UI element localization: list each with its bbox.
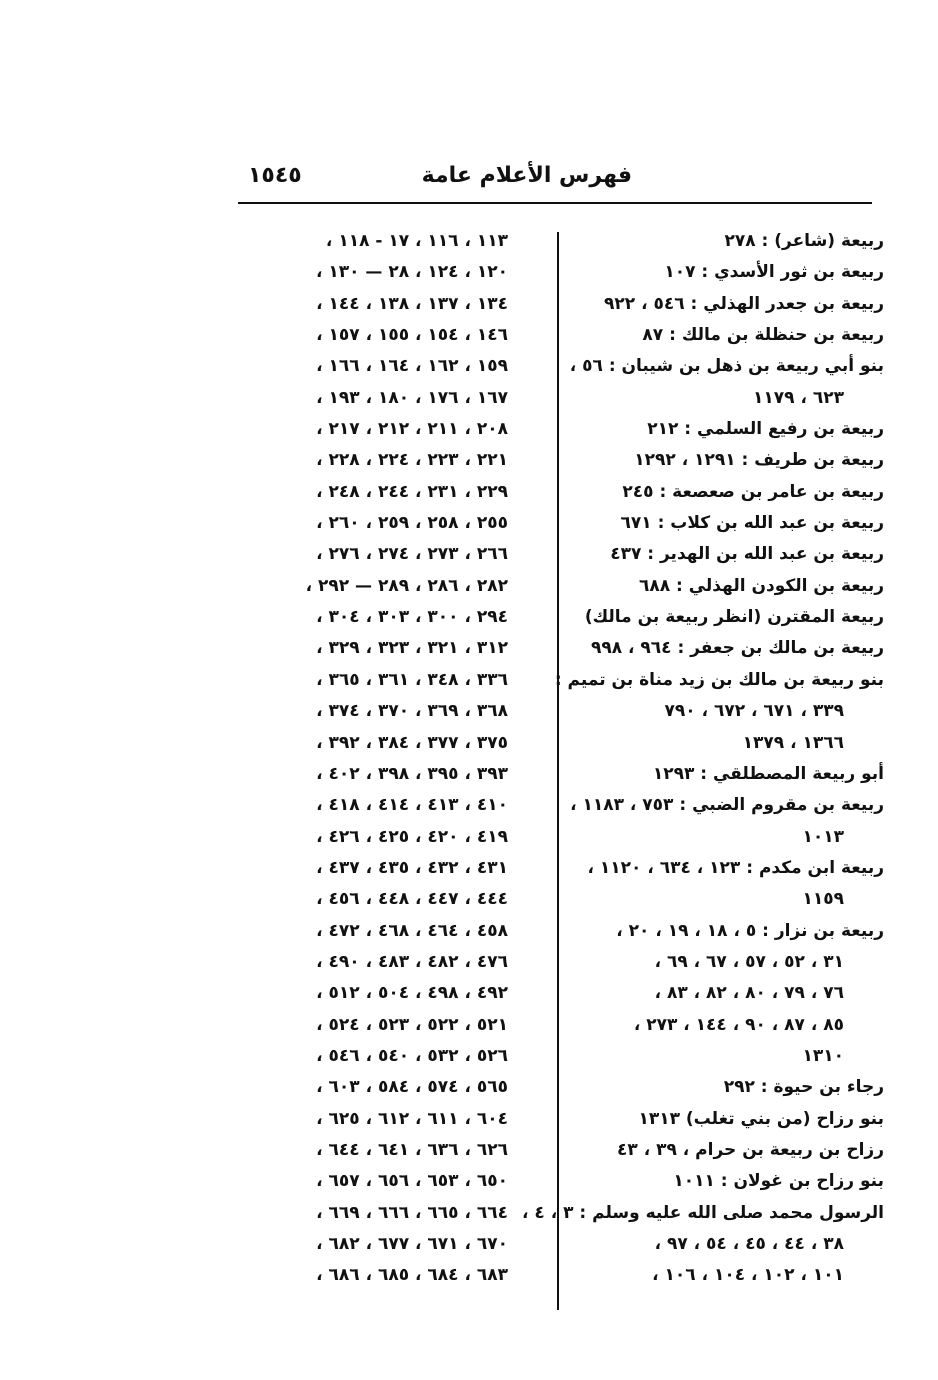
index-entry-continuation: ١٠١٣ <box>802 826 844 847</box>
index-entry: بنو رزاح (من بني تغلب) ١٣١٣ <box>638 1108 884 1129</box>
index-entry: ربيعة بن جعدر الهذلي : ٥٤٦ ، ٩٢٢ <box>604 293 884 314</box>
index-entry: ربيعة بن عبد الله بن كلاب : ٦٧١ <box>620 513 884 534</box>
index-entry: ربيعة بن عامر بن صعصعة : ٢٤٥ <box>622 481 884 502</box>
page-reference-line: ٣٧٥ ، ٣٧٧ ، ٣٨٤ ، ٣٩٢ ، <box>316 732 508 753</box>
page-reference-line: ٤٥٨ ، ٤٦٤ ، ٤٦٨ ، ٤٧٢ ، <box>316 920 508 941</box>
page-reference-line: ١٢٠ ، ١٢٤ ، ٢٨ — ١٣٠ ، <box>315 262 508 283</box>
index-entry: ربيعة بن مالك بن جعفر : ٩٦٤ ، ٩٩٨ <box>590 638 884 659</box>
index-entry-continuation: ٣٣٩ ، ٦٧١ ، ٦٧٢ ، ٧٩٠ <box>664 701 844 722</box>
index-entry: ربيعة بن عبد الله بن الهدير : ٤٣٧ <box>610 544 884 565</box>
page-reference-line: ٢٩٤ ، ٣٠٠ ، ٣٠٣ ، ٣٠٤ ، <box>316 607 508 628</box>
index-entry: رزاح بن ربيعة بن حرام ، ٣٩ ، ٤٣ <box>617 1139 884 1160</box>
index-entry: ربيعة بن الكودن الهذلي : ٦٨٨ <box>638 575 884 596</box>
page-title: فهرس الأعلام عامة <box>421 163 632 188</box>
page-reference-line: ٤١٠ ، ٤١٣ ، ٤١٤ ، ٤١٨ ، <box>316 795 508 816</box>
page-reference-line: ٢٨٢ ، ٢٨٦ ، ٢٨٩ — ٢٩٢ ، <box>305 575 508 596</box>
page-reference-line: ٢٦٦ ، ٢٧٣ ، ٢٧٤ ، ٢٧٦ ، <box>316 544 508 565</box>
page-reference-line: ٦٨٣ ، ٦٨٤ ، ٦٨٥ ، ٦٨٦ ، <box>316 1265 508 1286</box>
page-reference-line: ٣٦٨ ، ٣٦٩ ، ٣٧٠ ، ٣٧٤ ، <box>316 701 508 722</box>
index-entry: أبو ربيعة المصطلقي : ١٢٩٣ <box>652 763 884 784</box>
page-reference-line: ٤٣١ ، ٤٣٢ ، ٤٣٥ ، ٤٣٧ ، <box>316 857 508 878</box>
page-reference-line: ٦٠٤ ، ٦١١ ، ٦١٢ ، ٦٢٥ ، <box>316 1108 508 1129</box>
page-reference-line: ١٤٦ ، ١٥٤ ، ١٥٥ ، ١٥٧ ، <box>316 325 508 346</box>
column-divider <box>557 232 559 1310</box>
page-reference-line: ٣١٢ ، ٣٢١ ، ٣٢٣ ، ٣٢٩ ، <box>316 638 508 659</box>
page-reference-line: ٥٦٥ ، ٥٧٤ ، ٥٨٤ ، ٦٠٣ ، <box>316 1077 508 1098</box>
page-reference-line: ١٦٧ ، ١٧٦ ، ١٨٠ ، ١٩٣ ، <box>316 387 508 408</box>
page-reference-line: ٣٣٦ ، ٣٤٨ ، ٣٦١ ، ٣٦٥ ، <box>316 669 508 690</box>
page-reference-line: ٤٧٦ ، ٤٨٢ ، ٤٨٣ ، ٤٩٠ ، <box>316 951 508 972</box>
index-entry-continuation: ٨٥ ، ٨٧ ، ٩٠ ، ١٤٤ ، ٢٧٣ ، <box>633 1014 844 1035</box>
page-reference-line: ٥٢٦ ، ٥٣٢ ، ٥٤٠ ، ٥٤٦ ، <box>316 1045 508 1066</box>
index-entry: ربيعة بن نزار : ٥ ، ١٨ ، ١٩ ، ٢٠ ، <box>616 920 884 941</box>
index-entry-continuation: ١٣٦٦ ، ١٣٧٩ <box>742 732 844 753</box>
page-reference-line: ٤٩٢ ، ٤٩٨ ، ٥٠٤ ، ٥١٢ ، <box>316 983 508 1004</box>
page-reference-line: ٢٥٥ ، ٢٥٨ ، ٢٥٩ ، ٢٦٠ ، <box>316 513 508 534</box>
page-reference-line: ١٥٩ ، ١٦٢ ، ١٦٤ ، ١٦٦ ، <box>316 356 508 377</box>
right-column <box>522 226 884 1292</box>
page-reference-line: ٦٥٠ ، ٦٥٣ ، ٦٥٦ ، ٦٥٧ ، <box>316 1171 508 1192</box>
page-reference-line: ٦٦٤ ، ٦٦٥ ، ٦٦٦ ، ٦٦٩ ، <box>316 1202 508 1223</box>
index-entry: ربيعة بن مقروم الضبي : ٧٥٣ ، ١١٨٣ ، <box>570 795 884 816</box>
index-entry-continuation: ١١٥٩ <box>802 889 844 910</box>
page-reference-line: ٣٩٣ ، ٣٩٥ ، ٣٩٨ ، ٤٠٢ ، <box>316 763 508 784</box>
page-reference-line: ٤١٩ ، ٤٢٠ ، ٤٢٥ ، ٤٢٦ ، <box>316 826 508 847</box>
index-entry: بنو أبي ربيعة بن ذهل بن شيبان : ٥٦ ، <box>569 356 884 377</box>
left-column <box>228 226 508 1292</box>
index-entry-continuation: ٣١ ، ٥٢ ، ٥٧ ، ٦٧ ، ٦٩ ، <box>654 951 844 972</box>
index-entry-continuation: ٦٢٣ ، ١١٧٩ <box>753 387 844 408</box>
index-entry: ربيعة المقترن (انظر ربيعة بن مالك) <box>584 607 884 628</box>
page-reference-line: ٤٤٤ ، ٤٤٧ ، ٤٤٨ ، ٤٥٦ ، <box>316 889 508 910</box>
index-entry: رجاء بن حيوة : ٢٩٢ <box>723 1077 884 1098</box>
index-entry: ربيعة ابن مكدم : ١٢٣ ، ٦٣٤ ، ١١٢٠ ، <box>587 857 884 878</box>
index-entry-continuation: ٣٨ ، ٤٤ ، ٤٥ ، ٥٤ ، ٩٧ ، <box>654 1234 844 1254</box>
page-reference-line: ٦٢٦ ، ٦٣٦ ، ٦٤١ ، ٦٤٤ ، <box>316 1139 508 1160</box>
index-entry: بنو رزاح بن غولان : ١٠١١ <box>673 1171 884 1192</box>
page-header <box>238 163 872 193</box>
header-rule <box>238 202 872 204</box>
page-reference-line: ٦٧٠ ، ٦٧١ ، ٦٧٧ ، ٦٨٢ ، <box>316 1234 508 1254</box>
page-reference-line: ٢٠٨ ، ٢١١ ، ٢١٢ ، ٢١٧ ، <box>316 419 508 440</box>
index-entry: ربيعة (شاعر) : ٢٧٨ <box>724 231 884 251</box>
index-entry-continuation: ١٠١ ، ١٠٢ ، ١٠٤ ، ١٠٦ ، <box>652 1265 844 1286</box>
index-entry-continuation: ١٣١٠ <box>802 1045 844 1066</box>
page-reference-line: ١٣٤ ، ١٣٧ ، ١٣٨ ، ١٤٤ ، <box>316 293 508 314</box>
index-entry: ربيعة بن حنظلة بن مالك : ٨٧ <box>642 325 884 346</box>
index-entry: ربيعة بن ثور الأسدي : ١٠٧ <box>664 262 884 283</box>
page-reference-line: ١١٣ ، ١١٦ ، ١٧ - ١١٨ ، <box>325 231 508 251</box>
index-entry: ربيعة بن رفيع السلمي : ٢١٢ <box>647 419 884 440</box>
page-reference-line: ٢٢٩ ، ٢٣١ ، ٢٤٤ ، ٢٤٨ ، <box>316 481 508 502</box>
page-reference-line: ٢٢١ ، ٢٢٣ ، ٢٢٤ ، ٢٢٨ ، <box>316 450 508 471</box>
page-number: ١٥٤٥ <box>248 163 302 188</box>
index-entry: الرسول محمد صلى الله عليه وسلم : ٣ ، ٤ ، <box>522 1202 884 1223</box>
page-reference-line: ٥٢١ ، ٥٢٢ ، ٥٢٣ ، ٥٢٤ ، <box>316 1014 508 1035</box>
index-entry-continuation: ٧٦ ، ٧٩ ، ٨٠ ، ٨٢ ، ٨٣ ، <box>654 983 844 1004</box>
index-entry: بنو ربيعة بن مالك بن زيد مناة بن تميم : <box>554 669 884 690</box>
index-entry: ربيعة بن طريف : ١٢٩١ ، ١٢٩٢ <box>634 450 884 471</box>
